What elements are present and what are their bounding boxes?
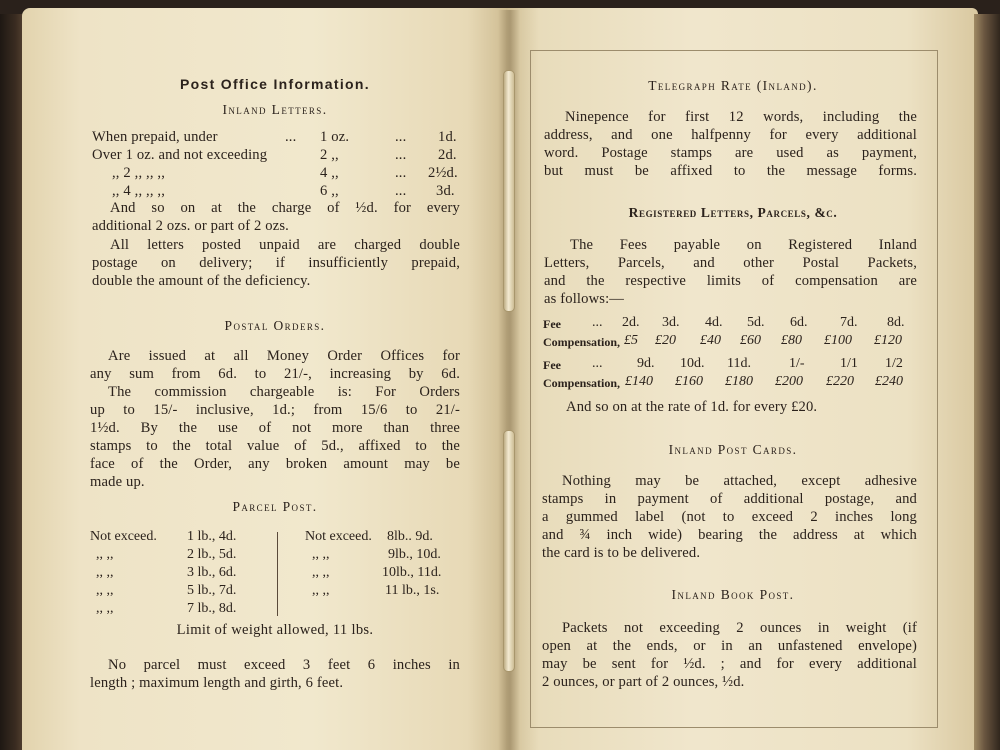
parcel-prefix: ,, ,, [312,583,330,598]
parcel-rate: 5 lb., 7d. [187,583,237,598]
fee-cell: 3d. [662,315,680,330]
rate-weight: 4 ,, [320,165,339,181]
unpaid-paragraph-line: All letters posted unpaid are charged double [110,237,460,253]
postal-orders-line: Are issued at all Money Order Offices for [108,348,460,364]
charge-paragraph-line: And so on at the charge of ½d. for every [110,200,460,216]
rate-dots: ... [395,165,407,181]
rate-weight: 2 ,, [320,147,339,163]
postal-orders-line: The commission chargeable is: For Orders [108,384,460,400]
inland-letters-heading: Inland Letters. [222,102,328,117]
compensation-label: Compensation, [543,335,621,349]
comp-cell: £40 [700,333,721,348]
fee-cell: 1/2 [885,356,903,371]
parcel-rate: 8lb.. 9d. [387,529,433,544]
registered-line: and the respective limits of compensation are [544,273,917,289]
fee-cell: 11d. [727,356,751,371]
postal-orders-line: face of the Order, any broken amount may be [90,456,460,472]
fee-cell: 1/1 [840,356,858,371]
charge-paragraph-line: additional 2 ozs. or part of 2 ozs. [92,218,289,234]
parcel-rate: 7 lb., 8d. [187,601,237,616]
registered-line: Letters, Parcels, and other Postal Packets, [544,255,917,271]
fee-cell: ... [592,356,603,371]
registered-heading: Registered Letters, Parcels, &c. [628,205,838,220]
postal-orders-line: any sum from 6d. to 21/-, increasing by 6d. [90,366,460,382]
registered-line: as follows:— [544,291,625,307]
fee-cell: 1/- [789,356,805,371]
parcel-rate: 2 lb., 5d. [187,547,237,562]
unpaid-paragraph-line: postage on delivery; if insufficiently prepaid, [92,255,460,271]
rate-dots: ... [395,147,407,163]
postal-orders-line: up to 15/- inclusive, 1d.; from 15/6 to 21/- [90,402,460,418]
binding-thread-top [503,70,515,312]
comp-cell: £160 [675,374,703,389]
postal-orders-line: 1½d. By the use of not more than three [90,420,460,436]
postal-orders-line: stamps to the total value of 5d., affixed to the [90,438,460,454]
fee-cell: 2d. [622,315,640,330]
book-post-heading: Inland Book Post. [671,587,795,602]
parcel-prefix: ,, ,, [312,565,330,580]
post-cards-line: the card is to be delivered. [542,545,701,561]
comp-cell: £20 [655,333,676,348]
book-post-line: Packets not exceeding 2 ounces in weight (if [562,620,917,636]
book-post-line: 2 ounces, or part of 2 ounces, ½d. [542,674,745,690]
parcel-prefix: Not exceed. [305,529,372,544]
weight-limit: Limit of weight allowed, 11 lbs. [176,622,374,638]
parcel-column-divider [277,532,278,616]
parcel-rate: 9lb., 10d. [388,547,441,562]
comp-cell: £100 [824,333,852,348]
binding-thread-bottom [503,430,515,672]
parcel-prefix: ,, ,, [96,583,114,598]
postal-orders-heading: Postal Orders. [224,318,326,333]
book-page-edges [974,14,1000,750]
comp-cell: £80 [781,333,802,348]
parcel-size-line: No parcel must exceed 3 feet 6 inches in [108,657,460,673]
post-cards-line: a gummed label (not to exceed 2 inches long [542,509,917,525]
fee-cell: 8d. [887,315,905,330]
comp-cell: £200 [775,374,803,389]
rate-dots: ... [285,129,297,145]
compensation-label: Compensation, [543,376,621,390]
parcel-rate: 10lb., 11d. [382,565,442,580]
rate-dots: ... [395,129,407,145]
unpaid-paragraph-line: double the amount of the deficiency. [92,273,311,289]
page-title: Post Office Information. [180,76,370,92]
comp-cell: £180 [725,374,753,389]
book-post-line: may be sent for ½d. ; and for every additional [542,656,917,672]
rate-price: 3d. [436,183,455,199]
fee-cell: 5d. [747,315,765,330]
parcel-prefix: ,, ,, [96,565,114,580]
rate-price: 2d. [438,147,457,163]
comp-cell: £220 [826,374,854,389]
telegraph-line: but must be affixed to the message forms. [544,163,917,179]
telegraph-heading: Telegraph Rate (Inland). [648,78,818,93]
rate-label: Over 1 oz. and not exceeding [92,147,268,163]
telegraph-line: address, and one halfpenny for every additional [544,127,917,143]
parcel-prefix: Not exceed. [90,529,157,544]
fee-cell: 6d. [790,315,808,330]
fee-label: Fee [543,317,561,331]
rate-label: When prepaid, under [92,129,218,145]
rate-price: 1d. [438,129,457,145]
postal-orders-line: made up. [90,474,145,490]
telegraph-line: word. Postage stamps are used as payment, [544,145,917,161]
fee-cell: 7d. [840,315,858,330]
comp-cell: £5 [624,333,638,348]
fee-cell: 9d. [637,356,655,371]
rate-weight: 6 ,, [320,183,339,199]
post-cards-heading: Inland Post Cards. [668,442,798,457]
rate-label: ,, 2 ,, ,, ,, [112,165,166,181]
rate-price: 2½d. [428,165,458,181]
fee-cell: 4d. [705,315,723,330]
post-cards-line: Nothing may be attached, except adhesive [562,473,917,489]
comp-cell: £60 [740,333,761,348]
parcel-prefix: ,, ,, [96,601,114,616]
post-cards-line: stamps in payment of additional postage, and [542,491,917,507]
fee-cell: ... [592,315,603,330]
comp-cell: £240 [875,374,903,389]
rate-weight: 1 oz. [320,129,350,145]
telegraph-line: Ninepence for first 12 words, including the [565,109,917,125]
parcel-prefix: ,, ,, [96,547,114,562]
registered-footer: And so on at the rate of 1d. for every £20. [566,399,818,415]
book-post-line: open at the ends, or in an unfastened envelope) [542,638,917,654]
parcel-post-heading: Parcel Post. [232,499,318,514]
parcel-rate: 1 lb., 4d. [187,529,237,544]
rate-label: ,, 4 ,, ,, ,, [112,183,166,199]
registered-line: The Fees payable on Registered Inland [570,237,917,253]
parcel-size-line: length ; maximum length and girth, 6 feet. [90,675,344,691]
parcel-rate: 11 lb., 1s. [385,583,440,598]
parcel-rate: 3 lb., 6d. [187,565,237,580]
parcel-prefix: ,, ,, [312,547,330,562]
comp-cell: £140 [625,374,653,389]
fee-label: Fee [543,358,561,372]
post-cards-line: and ¾ inch wide) bearing the address at which [542,527,917,543]
comp-cell: £120 [874,333,902,348]
rate-dots: ... [395,183,407,199]
fee-cell: 10d. [680,356,705,371]
